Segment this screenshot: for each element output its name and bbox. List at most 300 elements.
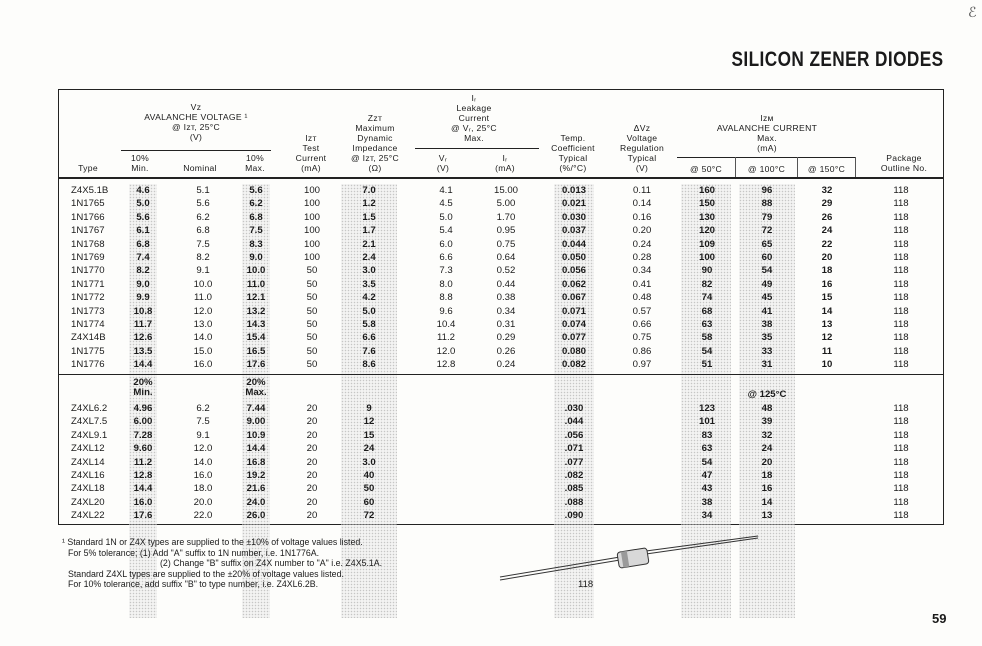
col-z4xl-izt: [295, 402, 329, 523]
table-cell: 14.4: [246, 443, 266, 455]
table-cell: 5.0: [136, 198, 150, 210]
table-cell: 20.0: [193, 496, 213, 508]
vz-group-header: Vz AVALANCHE VOLTAGE ¹ @ Izт, 25°C (V): [144, 102, 248, 142]
diode-caption: 118: [578, 579, 594, 590]
vz-max-header: 10% Max.: [245, 153, 265, 173]
table-cell: 13.5: [133, 345, 153, 357]
table-cell: 88: [761, 198, 773, 210]
table-cell: 4.5: [439, 198, 453, 210]
table-cell: 15.00: [493, 185, 518, 196]
table-cell: 5.6: [249, 185, 263, 196]
table-cell: 0.34: [496, 305, 516, 317]
table-cell: 1N1766: [71, 211, 105, 223]
table-cell: 0.24: [496, 359, 516, 371]
col-izt: [295, 184, 329, 371]
table-cell: 20: [306, 510, 318, 522]
table-cell: 16.8: [246, 456, 266, 468]
table-cell: 13.0: [193, 318, 213, 330]
col-z4xl-package: [883, 402, 919, 523]
table-cell: 79: [761, 211, 773, 223]
table-cell: 118: [893, 403, 909, 414]
table-cell: Z4XL14: [71, 456, 105, 468]
table-cell: 0.86: [632, 345, 652, 357]
table-cell: 12.0: [193, 305, 213, 317]
table-cell: 12.8: [133, 469, 153, 481]
table-cell: 20: [761, 456, 773, 468]
z4xl-min-label: 20% Min.: [133, 377, 153, 398]
table-cell: 0.050: [561, 251, 586, 263]
table-cell: 118: [893, 345, 909, 357]
table-cell: 118: [893, 211, 909, 223]
table-cell: 0.48: [632, 292, 652, 304]
col-izm50: [689, 184, 725, 371]
table-cell: 101: [698, 416, 715, 428]
table-cell: 24: [821, 225, 833, 237]
table-cell: 6.8: [249, 211, 263, 223]
table-cell: 1N1767: [71, 225, 105, 237]
table-cell: 0.95: [496, 225, 516, 237]
table-cell: 8.2: [136, 265, 150, 277]
leakage-group-rule: [415, 148, 539, 149]
table-cell: 0.074: [561, 318, 586, 330]
table-cell: 1N1773: [71, 305, 105, 317]
table-cell: 10.8: [133, 305, 153, 317]
table-cell: 7.5: [196, 238, 210, 250]
z4xl-izm-125-label: @ 125°C: [747, 389, 787, 400]
table-cell: 19.2: [246, 469, 266, 481]
table-cell: 109: [698, 238, 715, 250]
table-cell: 7.5: [249, 225, 263, 237]
table-cell: 13: [761, 510, 773, 522]
table-cell: 32: [821, 185, 833, 196]
table-cell: 0.080: [561, 345, 586, 357]
table-cell: 6.6: [362, 332, 376, 344]
table-cell: Z4XL6.2: [71, 403, 108, 414]
table-cell: .071: [564, 443, 584, 455]
table-cell: 120: [698, 225, 715, 237]
table-cell: 14.3: [246, 318, 266, 330]
table-cell: 60: [363, 496, 375, 508]
table-cell: 47: [701, 469, 713, 481]
table-cell: 24: [363, 443, 375, 455]
table-cell: 0.41: [632, 278, 652, 290]
table-cell: 96: [761, 185, 773, 196]
table-cell: 6.00: [133, 416, 153, 428]
table-cell: 5.8: [362, 318, 376, 330]
table-cell: Z4XL20: [71, 496, 105, 508]
table-cell: 0.056: [561, 265, 586, 277]
table-cell: 50: [306, 332, 318, 344]
page-number: 59: [932, 611, 947, 626]
col-max: [242, 184, 270, 371]
table-cell: 16: [761, 483, 773, 495]
table-cell: 1N1774: [71, 318, 105, 330]
table-cell: 11.2: [437, 332, 455, 344]
footnote-line: ¹ Standard 1N or Z4X types are supplied to the ±10% of voltage values listed.: [62, 537, 363, 547]
table-cell: 6.1: [136, 225, 150, 237]
table-cell: 50: [306, 345, 318, 357]
table-cell: .056: [564, 429, 584, 441]
table-cell: 4.96: [133, 403, 153, 414]
col-vr: [431, 184, 461, 371]
table-cell: 0.044: [561, 238, 586, 250]
izm-50-header: @ 50°C: [689, 164, 723, 174]
table-cell: 38: [761, 318, 773, 330]
table-cell: 1N1768: [71, 238, 105, 250]
table-cell: 16.0: [133, 496, 153, 508]
table-cell: .077: [564, 456, 584, 468]
table-cell: 38: [701, 496, 713, 508]
table-cell: 18.0: [193, 483, 213, 495]
table-cell: 54: [761, 265, 773, 277]
vr-header: Vᵣ (V): [436, 153, 450, 173]
table-cell: 12.6: [133, 332, 153, 344]
table-cell: 2.1: [362, 238, 376, 250]
table-cell: 6.6: [439, 251, 453, 263]
table-cell: 20: [306, 469, 318, 481]
table-cell: 160: [698, 185, 715, 196]
table-cell: 100: [303, 211, 320, 223]
table-cell: 14.0: [193, 456, 213, 468]
table-cell: 123: [698, 403, 715, 414]
table-cell: 5.6: [136, 211, 150, 223]
izm-150-header: @ 150°C: [807, 164, 846, 174]
table-cell: 11.0: [194, 292, 212, 304]
table-cell: 0.75: [496, 238, 516, 250]
table-cell: 15.0: [193, 345, 213, 357]
table-cell: 1N1775: [71, 345, 105, 357]
table-cell: 20: [306, 443, 318, 455]
table-cell: 5.0: [362, 305, 376, 317]
table-cell: 0.082: [561, 359, 586, 371]
table-cell: 11.7: [133, 318, 153, 330]
table-cell: 9: [366, 403, 372, 414]
package-header: Package Outline No.: [880, 153, 928, 173]
footnote-line: Standard Z4XL types are supplied to the ±20% of voltage values listed.: [68, 568, 344, 579]
col-reg: [625, 184, 659, 371]
col-izm150: [809, 184, 845, 371]
table-cell: 100: [303, 225, 320, 237]
table-cell: 20: [306, 483, 318, 495]
col-nominal: [183, 184, 223, 371]
table-cell: 24.0: [246, 496, 266, 508]
table-cell: 6.2: [196, 403, 210, 414]
regulation-header: ΔVz Voltage Regulation Typical (V): [619, 123, 665, 173]
table-cell: 8.8: [439, 292, 453, 304]
table-cell: 18: [761, 469, 773, 481]
table-cell: Z4XL16: [71, 469, 105, 481]
table-cell: 0.34: [632, 265, 652, 277]
col-izm100: [747, 184, 787, 371]
table-cell: 17.6: [133, 510, 153, 522]
table-cell: Z4XL22: [71, 510, 105, 522]
table-cell: 14.4: [133, 483, 153, 495]
table-cell: 1.5: [362, 211, 376, 223]
table-cell: 9.9: [136, 292, 150, 304]
table-cell: .085: [564, 483, 584, 495]
table-cell: 5.1: [196, 185, 210, 196]
col-z4xl-nominal: [183, 402, 223, 523]
col-z4xl-temp: [554, 402, 594, 523]
corner-mark: ℰ: [968, 4, 977, 20]
table-cell: 8.0: [439, 278, 453, 290]
table-cell: .088: [564, 496, 584, 508]
page-title: SILICON ZENER DIODES: [732, 48, 944, 71]
col-min: [129, 184, 157, 371]
table-cell: Z4X5.1B: [71, 185, 109, 196]
table-cell: 6.8: [196, 225, 210, 237]
table-cell: 0.20: [632, 225, 652, 237]
table-cell: .090: [564, 510, 584, 522]
footnote-line: For 10% tolerance, add suffix "B" to type number, i.e. Z4XL6.2B.: [68, 579, 319, 590]
table-cell: 21.6: [246, 483, 266, 495]
table-cell: 49: [761, 278, 773, 290]
table-cell: 1.70: [496, 211, 516, 223]
col-type: [71, 184, 108, 371]
table-cell: 5.4: [439, 225, 453, 237]
table-cell: 10.4: [436, 318, 456, 330]
table-cell: 32: [761, 429, 773, 441]
table-cell: 13.2: [246, 305, 266, 317]
table-cell: 0.067: [561, 292, 586, 304]
table-cell: 100: [698, 251, 715, 263]
table-cell: 118: [893, 305, 909, 317]
table-cell: 7.4: [136, 251, 150, 263]
table-cell: 100: [303, 251, 320, 263]
table-cell: 8.2: [196, 251, 210, 263]
table-cell: 18: [821, 265, 833, 277]
table-cell: 0.030: [561, 211, 586, 223]
table-cell: 50: [306, 305, 318, 317]
table-cell: 20: [821, 251, 833, 263]
table-cell: 58: [701, 332, 713, 344]
table-cell: 0.062: [561, 278, 586, 290]
table-cell: 83: [701, 429, 713, 441]
table-cell: 4.6: [136, 185, 150, 196]
table-cell: 20: [306, 416, 318, 428]
table-cell: 11.0: [246, 278, 266, 290]
table-cell: 12.8: [436, 359, 456, 371]
table-cell: 118: [893, 332, 909, 344]
table-cell: 0.57: [632, 305, 652, 317]
table-cell: 7.3: [439, 265, 453, 277]
table-cell: 17.6: [246, 359, 266, 371]
table-cell: .082: [564, 469, 584, 481]
table-cell: 11.2: [133, 456, 153, 468]
table-cell: 14: [761, 496, 773, 508]
z4xl-max-label: 20% Max.: [245, 377, 267, 398]
izm-100-header: @ 100°C: [747, 164, 786, 174]
vz-nominal-header: Nominal: [183, 163, 217, 173]
table-cell: Z4XL18: [71, 483, 105, 495]
table-cell: 3.5: [362, 278, 376, 290]
table-cell: 12.0: [436, 345, 456, 357]
table-cell: 118: [893, 496, 909, 508]
table-cell: 9.6: [439, 305, 453, 317]
table-cell: 0.071: [561, 305, 586, 317]
table-cell: 72: [363, 510, 375, 522]
table-cell: 20: [306, 456, 318, 468]
table-cell: 9.60: [133, 443, 153, 455]
table-cell: 16.0: [193, 469, 213, 481]
diode-outline-drawing: [496, 534, 762, 584]
table-cell: 26.0: [246, 510, 266, 522]
table-cell: 15.4: [246, 332, 266, 344]
table-cell: 1N1771: [71, 278, 105, 290]
table-cell: 10.9: [246, 429, 266, 441]
table-cell: 1.7: [362, 225, 376, 237]
table-cell: 9.0: [249, 251, 263, 263]
table-cell: 20: [306, 429, 318, 441]
table-cell: 16: [821, 278, 833, 290]
col-temp: [554, 184, 594, 371]
table-cell: 0.75: [632, 332, 652, 344]
col-z4xl-max: [240, 402, 272, 523]
table-cell: 60: [761, 251, 773, 263]
table-cell: 1N1772: [71, 292, 105, 304]
table-cell: 0.14: [632, 198, 652, 210]
table-cell: 50: [306, 265, 318, 277]
table-cell: 14.0: [193, 332, 213, 344]
table-cell: 65: [761, 238, 773, 250]
table-cell: 0.11: [633, 185, 651, 196]
table-cell: 0.52: [496, 265, 516, 277]
table-cell: Z4XL9.1: [71, 429, 108, 441]
table-cell: 31: [761, 359, 773, 371]
table-cell: 7.0: [362, 185, 376, 196]
table-cell: 6.0: [439, 238, 453, 250]
table-cell: 5.0: [439, 211, 453, 223]
table-cell: Z4XL12: [71, 443, 105, 455]
table-cell: 43: [701, 483, 713, 495]
table-cell: 50: [306, 278, 318, 290]
table-cell: 0.013: [561, 185, 586, 196]
table-cell: 29: [821, 198, 833, 210]
table-cell: 118: [893, 429, 909, 441]
table-cell: 118: [893, 251, 909, 263]
table-cell: 118: [893, 185, 909, 196]
table-cell: 0.31: [496, 318, 516, 330]
table-cell: 10: [821, 359, 833, 371]
table-cell: .044: [564, 416, 584, 428]
table-cell: 100: [303, 198, 320, 210]
table-cell: 118: [893, 238, 909, 250]
table-cell: 118: [893, 292, 909, 304]
table-cell: 10.0: [193, 278, 213, 290]
table-cell: 118: [893, 483, 909, 495]
table-cell: 8.3: [249, 238, 263, 250]
table-cell: 12.1: [246, 292, 266, 304]
table-cell: 4.1: [439, 185, 453, 196]
footnote-line: (2) Change "B" suffix on Z4X number to "A" i.e. Z4X5.1A.: [160, 558, 383, 569]
col-z4xl-izm50: [689, 402, 725, 523]
col-zzt: [341, 184, 397, 371]
table-cell: 6.2: [249, 198, 263, 210]
table-cell: 39: [761, 416, 773, 428]
table-cell: 118: [893, 510, 909, 522]
table-cell: 1N1776: [71, 359, 105, 371]
zener-diode-table: [58, 89, 944, 525]
table-cell: 0.28: [632, 251, 652, 263]
temp-coefficient-header: Temp. Coefficient Typical (%/°C): [551, 133, 595, 173]
table-cell: 90: [701, 265, 713, 277]
table-cell: 118: [893, 198, 909, 210]
table-cell: 118: [893, 278, 909, 290]
table-cell: 0.24: [632, 238, 652, 250]
table-cell: 16.5: [246, 345, 266, 357]
table-cell: 11: [821, 345, 833, 357]
table-cell: 5.00: [496, 198, 516, 210]
table-cell: 5.6: [196, 198, 210, 210]
izm-divider-3: [855, 157, 856, 177]
table-cell: 33: [761, 345, 773, 357]
table-cell: 15: [363, 429, 375, 441]
table-cell: 3.0: [362, 456, 376, 468]
table-cell: 100: [303, 185, 320, 196]
table-cell: 0.021: [561, 198, 586, 210]
vz-min-header: 10% Min.: [130, 153, 150, 173]
table-cell: 8.6: [362, 359, 376, 371]
table-cell: 100: [303, 238, 320, 250]
table-cell: 50: [306, 318, 318, 330]
table-cell: 0.38: [496, 292, 516, 304]
table-cell: 40: [363, 469, 375, 481]
table-cell: 1N1769: [71, 251, 105, 263]
table-cell: 63: [701, 318, 713, 330]
table-cell: Z4X14B: [71, 332, 106, 344]
table-cell: 50: [363, 483, 375, 495]
table-cell: 9.1: [196, 265, 210, 277]
table-cell: 0.29: [496, 332, 516, 344]
table-cell: 0.16: [632, 211, 652, 223]
table-cell: Z4XL7.5: [71, 416, 108, 428]
table-cell: 22: [821, 238, 833, 250]
table-cell: 150: [698, 198, 715, 210]
table-cell: 51: [701, 359, 713, 371]
table-cell: 118: [893, 265, 909, 277]
table-cell: 7.6: [362, 345, 376, 357]
table-cell: 9.00: [246, 416, 266, 428]
vz-group-rule: [121, 150, 271, 151]
table-cell: 15: [821, 292, 833, 304]
table-cell: 0.077: [561, 332, 586, 344]
col-package: [883, 184, 919, 371]
table-cell: 68: [701, 305, 713, 317]
table-cell: 0.64: [496, 251, 516, 263]
table-cell: 50: [306, 292, 318, 304]
table-cell: 118: [893, 469, 909, 481]
table-cell: 7.5: [196, 416, 210, 428]
zzt-header: Zzт Maximum Dynamic Impedance @ Izт, 25°C (Ω): [350, 113, 400, 173]
table-cell: 45: [761, 292, 773, 304]
table-cell: 118: [893, 443, 909, 455]
table-cell: 82: [701, 278, 713, 290]
col-z4xl-type: [71, 402, 107, 523]
table-cell: 12: [821, 332, 833, 344]
table-cell: 72: [761, 225, 773, 237]
table-cell: 24: [761, 443, 773, 455]
table-cell: 54: [701, 345, 713, 357]
table-cell: 26: [821, 211, 833, 223]
table-cell: 6.2: [196, 211, 210, 223]
table-cell: 118: [893, 456, 909, 468]
table-cell: 35: [761, 332, 773, 344]
table-cell: 9.0: [136, 278, 150, 290]
header-rule: [59, 177, 943, 179]
leakage-group-header: Iᵣ Leakage Current @ Vᵣ, 25°C Max.: [451, 93, 497, 143]
table-cell: 41: [761, 305, 773, 317]
table-cell: 12.0: [193, 443, 213, 455]
